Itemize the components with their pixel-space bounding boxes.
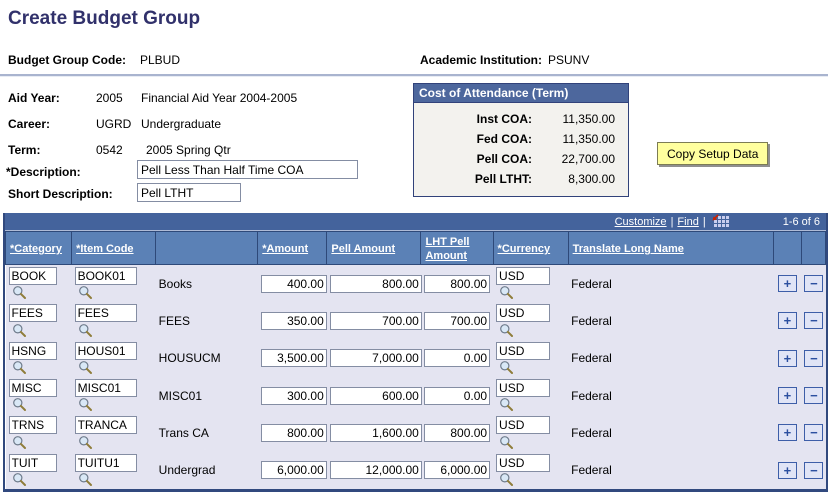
- currency-lookup-icon[interactable]: [499, 360, 514, 375]
- column-header-amount[interactable]: *Amount: [262, 243, 309, 255]
- column-header-lht-pell-amount[interactable]: LHT Pell Amount: [425, 236, 470, 262]
- pell-amount-input[interactable]: [330, 424, 422, 442]
- item-code-input[interactable]: [75, 342, 137, 360]
- column-header-pell-amount[interactable]: Pell Amount: [331, 243, 396, 255]
- lht-pell-amount-input[interactable]: [424, 424, 490, 442]
- budget-items-grid: [3, 213, 828, 492]
- short-description-label: Short Description:: [8, 187, 113, 201]
- pell-amount-input[interactable]: [330, 387, 422, 405]
- table-row: [6, 340, 826, 377]
- item-description: HOUSUCM: [158, 351, 221, 366]
- currency-input[interactable]: [496, 342, 550, 360]
- pell-amount-input[interactable]: [330, 461, 422, 479]
- translate-long-name: Federal: [571, 388, 612, 403]
- toolbar-separator: |: [670, 215, 674, 228]
- item-code-lookup-icon[interactable]: [78, 435, 93, 450]
- column-header-category[interactable]: *Category: [10, 243, 62, 255]
- lht-pell-amount-input[interactable]: [424, 461, 490, 479]
- item-code-lookup-icon[interactable]: [78, 472, 93, 487]
- pell-ltht-value: 8,300.00: [568, 172, 615, 186]
- career-description: Undergraduate: [141, 117, 222, 131]
- section-divider: [0, 74, 828, 77]
- row-count: 1-6 of 6: [782, 215, 820, 228]
- table-row: [6, 452, 826, 489]
- delete-row-button[interactable]: −: [804, 275, 823, 292]
- lht-pell-amount-input[interactable]: [424, 349, 490, 367]
- item-description: FEES: [158, 313, 191, 328]
- find-link[interactable]: Find: [677, 215, 699, 228]
- table-row: [6, 265, 826, 303]
- description-label: *Description:: [6, 165, 81, 179]
- coa-row: [414, 129, 628, 149]
- academic-institution-value: PSUNV: [548, 53, 590, 67]
- currency-input[interactable]: [496, 267, 550, 285]
- item-code-lookup-icon[interactable]: [78, 360, 93, 375]
- term-code: 0542: [96, 143, 123, 157]
- grid-table: [5, 231, 826, 489]
- pell-coa-label: Pell COA:: [476, 152, 532, 166]
- short-description-input[interactable]: [137, 183, 241, 202]
- add-row-button[interactable]: +: [778, 312, 797, 329]
- add-row-button[interactable]: +: [778, 350, 797, 367]
- translate-long-name: Federal: [571, 351, 612, 366]
- amount-input[interactable]: [261, 424, 327, 442]
- item-code-input[interactable]: [75, 379, 137, 397]
- column-header-translate-long-name[interactable]: Translate Long Name: [572, 243, 684, 255]
- currency-input[interactable]: [496, 454, 550, 472]
- coa-row: [414, 149, 628, 169]
- add-row-button[interactable]: +: [778, 275, 797, 292]
- item-description: Books: [158, 276, 193, 291]
- item-description: MISC01: [158, 388, 203, 403]
- category-input[interactable]: [9, 379, 57, 397]
- add-row-button[interactable]: +: [778, 462, 797, 479]
- category-input[interactable]: [9, 267, 57, 285]
- toolbar-separator: |: [702, 215, 706, 228]
- column-header-item-code[interactable]: *Item Code: [76, 243, 134, 255]
- download-grid-icon[interactable]: [712, 215, 729, 229]
- column-header-currency[interactable]: *Currency: [497, 243, 551, 255]
- translate-long-name: Federal: [571, 463, 612, 478]
- fed-coa-value: 11,350.00: [562, 132, 615, 146]
- item-code-input[interactable]: [75, 267, 137, 285]
- item-code-input[interactable]: [75, 454, 137, 472]
- currency-lookup-icon[interactable]: [499, 397, 514, 412]
- delete-row-button[interactable]: −: [804, 462, 823, 479]
- description-input[interactable]: [137, 160, 358, 179]
- aid-year-code: 2005: [96, 91, 123, 105]
- category-input[interactable]: [9, 454, 57, 472]
- term-label: Term:: [8, 143, 41, 157]
- category-lookup-icon[interactable]: [12, 397, 27, 412]
- pell-amount-input[interactable]: [330, 349, 422, 367]
- lht-pell-amount-input[interactable]: [424, 275, 490, 293]
- coa-row: [414, 169, 628, 189]
- pell-amount-input[interactable]: [330, 312, 422, 330]
- cost-of-attendance-box: [413, 83, 629, 197]
- inst-coa-value: 11,350.00: [562, 112, 615, 126]
- item-code-input[interactable]: [75, 416, 137, 434]
- amount-input[interactable]: [261, 349, 327, 367]
- coa-box-body: [414, 103, 628, 196]
- delete-row-button[interactable]: −: [804, 387, 823, 404]
- delete-row-button[interactable]: −: [804, 312, 823, 329]
- table-row: [6, 414, 826, 451]
- career-code: UGRD: [96, 117, 132, 131]
- coa-box-title: Cost of Attendance (Term): [414, 84, 628, 103]
- currency-input[interactable]: [496, 416, 550, 434]
- currency-lookup-icon[interactable]: [499, 285, 514, 300]
- item-code-input[interactable]: [75, 304, 137, 322]
- lht-pell-amount-input[interactable]: [424, 387, 490, 405]
- page-title: Create Budget Group: [8, 8, 201, 29]
- translate-long-name: Federal: [571, 425, 612, 440]
- category-input[interactable]: [9, 342, 57, 360]
- add-row-button[interactable]: +: [778, 424, 797, 441]
- aid-year-description: Financial Aid Year 2004-2005: [141, 91, 298, 105]
- item-code-lookup-icon[interactable]: [78, 397, 93, 412]
- table-row: [6, 302, 826, 339]
- category-lookup-icon[interactable]: [12, 435, 27, 450]
- pell-ltht-label: Pell LTHT:: [474, 172, 532, 186]
- delete-row-button[interactable]: −: [804, 350, 823, 367]
- currency-input[interactable]: [496, 304, 550, 322]
- translate-long-name: Federal: [571, 313, 612, 328]
- fed-coa-label: Fed COA:: [476, 132, 532, 146]
- header-row: [6, 232, 826, 265]
- budget-group-code-value: PLBUD: [140, 53, 181, 67]
- currency-lookup-icon[interactable]: [499, 435, 514, 450]
- category-lookup-icon[interactable]: [12, 360, 27, 375]
- grid-toolbar: [5, 213, 826, 231]
- term-description: 2005 Spring Qtr: [146, 143, 231, 157]
- amount-input[interactable]: [261, 461, 327, 479]
- item-code-lookup-icon[interactable]: [78, 285, 93, 300]
- lht-pell-amount-input[interactable]: [424, 312, 490, 330]
- amount-input[interactable]: [261, 312, 327, 330]
- amount-input[interactable]: [261, 387, 327, 405]
- coa-row: [414, 109, 628, 129]
- table-row: [6, 377, 826, 414]
- amount-input[interactable]: [261, 275, 327, 293]
- delete-row-button[interactable]: −: [804, 424, 823, 441]
- currency-lookup-icon[interactable]: [499, 472, 514, 487]
- career-label: Career:: [8, 117, 51, 131]
- pell-coa-value: 22,700.00: [561, 152, 615, 166]
- item-description: Undergrad: [158, 463, 216, 478]
- item-code-lookup-icon[interactable]: [78, 323, 93, 338]
- customize-link[interactable]: Customize: [614, 215, 667, 228]
- translate-long-name: Federal: [571, 276, 612, 291]
- category-lookup-icon[interactable]: [12, 472, 27, 487]
- currency-input[interactable]: [496, 379, 550, 397]
- category-input[interactable]: [9, 304, 57, 322]
- budget-group-code-label: Budget Group Code:: [8, 53, 126, 67]
- aid-year-label: Aid Year:: [8, 91, 60, 105]
- pell-amount-input[interactable]: [330, 275, 422, 293]
- academic-institution-label: Academic Institution:: [420, 53, 543, 67]
- copy-setup-data-button[interactable]: Copy Setup Data: [657, 142, 768, 165]
- category-lookup-icon[interactable]: [12, 323, 27, 338]
- item-description: Trans CA: [158, 425, 209, 440]
- category-input[interactable]: [9, 416, 57, 434]
- add-row-button[interactable]: +: [778, 387, 797, 404]
- inst-coa-label: Inst COA:: [476, 112, 532, 126]
- category-lookup-icon[interactable]: [12, 285, 27, 300]
- currency-lookup-icon[interactable]: [499, 323, 514, 338]
